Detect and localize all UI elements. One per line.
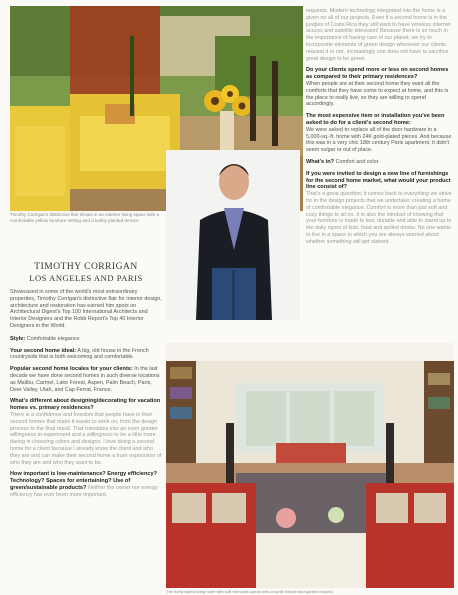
locales-question: Popular second home locales for your clients: xyxy=(10,366,133,373)
right-column xyxy=(306,8,452,246)
ideal-question: Your second home ideal: xyxy=(10,347,77,354)
living-room-caption: The richly styled living room with soft red sofas opens onto a sunlit terrace and garden beyond. xyxy=(166,589,334,594)
designer-location: LOS ANGELES AND PARIS xyxy=(29,273,143,283)
whats-in-answer: Comfort and color. xyxy=(335,158,380,165)
intro-paragraph: Showcased in some of the world's most extraordinary properties, Timothy Corrigan's distinctive flair for interior design, architecture and restoration has earned him spots on Architectural Digest's Top 100 International Architects and Interior Designers and the Robb Report's Top 40 Interior Designers in the World. xyxy=(10,289,162,329)
locales-block xyxy=(10,366,162,393)
ideal-answer: A big, old house in the French countryside that is both welcoming and comfortable. xyxy=(10,347,149,361)
patio-caption: Timothy Corrigan's distinctive flair shows in an exterior living space with a comfortable yellow furniture setting and a lushly planted terrace. xyxy=(10,212,160,223)
style-line xyxy=(10,336,162,343)
product-question: If you were invited to design a new line of furnishings for the second home market, what would your product line consist of? xyxy=(306,170,451,191)
product-answer: That's a great question; it comes back to everything we strive for in the design projects that we undertake: creating a home of comfortable elegance. Comfort is more than just soft and cozy things to sit on. It is also the mindset of knowing that your furniture is made to last, durable and able to stand up to the daily rigors of kids, food and spilled drinks. No one wants to live in a space in which you are always worried about whether something will get stained. xyxy=(306,191,452,245)
maintenance-answer: Neither the owner nor energy efficiency has ever been more important. xyxy=(10,484,158,498)
spend-answer: When people are at their second home they want all the comforts that they have come to expect at home, and this is the place to really live, so they are willing to spend accordingly. xyxy=(306,80,449,108)
style-value: Comfortable elegance xyxy=(26,335,80,342)
ideal-block xyxy=(10,348,162,362)
living-room-illustration xyxy=(166,343,454,588)
designer-name: TIMOTHY CORRIGAN xyxy=(34,262,138,272)
technology-paragraph: requests. Modern technology integrated into the home is a given on all of our projects. Even if a second home is in the jungles of Costa Rica they still want to have wireless internet access and satellite television! Because there is so much in the importance of having care of our planet, we try to incorporate elements of green design whenever our clients request it or not. Increasingly one does not have to sacrifice great design to be green. xyxy=(306,8,451,62)
maintenance-block xyxy=(10,471,162,498)
maintenance-question: How important is low-maintenance? Energy efficiency? Technology? Spaces for entertaining? Use of green/sustainable products? xyxy=(10,471,158,491)
left-column xyxy=(10,262,162,499)
portrait-illustration xyxy=(166,150,300,320)
expensive-question: The most expensive item or installation you've been asked to do for a client's second home: xyxy=(306,113,445,126)
living-room-photo xyxy=(166,343,454,588)
different-answer: There is a confidence and freedom that people have in their second homes that make it easier to work on, from the design process to the final result. That translates into an even greater willingness to experiment and a willingness to be a little more daring in choosing colors and designs. I love doing a second home for a client because I already know the client and who they are and can make their second home a truer expression of who they are and who they want to be. xyxy=(10,411,162,466)
spend-question: Do your clients spend more or less on second homes as compared to their primary residences? xyxy=(306,67,449,81)
whats-in-block xyxy=(306,159,452,166)
locales-answer: In the last decade we have done second homes in such diverse locations as Malibu, Carmel, Lake Forest, Aspen, Palm Beach, Paris, Deer Valley, Utah, and Cap Ferrat, France. xyxy=(10,366,160,393)
different-question: What's different about designing/decorating for vacation homes vs. primary residences? xyxy=(10,398,161,412)
whats-in-question: What's in? xyxy=(306,158,335,165)
designer-portrait-photo xyxy=(166,150,300,320)
style-label: Style: xyxy=(10,335,26,342)
expensive-answer: We were asked to replace all of the door hardware in a 5,000-sq.-ft. home with 24K gold-plated pieces. And because this was in a very chic 18th century Paris apartment, it didn't seem vulgar or out of place. xyxy=(306,126,452,154)
